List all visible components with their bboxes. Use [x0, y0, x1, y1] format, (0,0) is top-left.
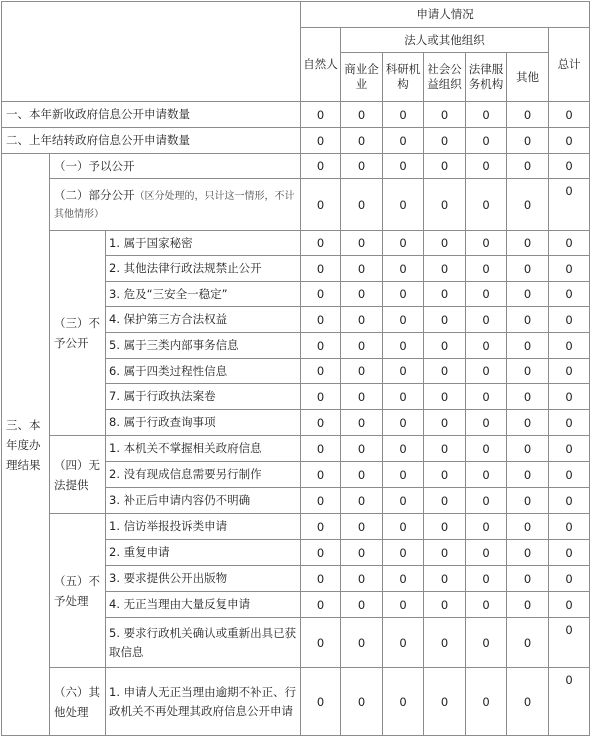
value-cell: 0 — [466, 256, 507, 282]
value-cell: 0 — [301, 282, 341, 307]
value-cell: 0 — [341, 488, 383, 514]
value-cell: 0 — [341, 179, 383, 231]
value-cell: 0 — [466, 179, 507, 231]
value-cell: 0 — [424, 566, 466, 592]
value-cell: 0 — [549, 566, 590, 592]
value-cell: 0 — [383, 592, 424, 618]
value-cell: 0 — [383, 128, 424, 154]
value-cell: 0 — [383, 179, 424, 231]
value-cell: 0 — [341, 410, 383, 436]
value-cell: 0 — [301, 462, 341, 488]
partial-disclose-label — [50, 179, 301, 231]
value-cell: 0 — [424, 128, 466, 154]
value-cell: 0 — [341, 128, 383, 154]
table-row — [2, 436, 590, 462]
value-cell: 0 — [383, 540, 424, 566]
table-row — [2, 102, 590, 128]
applicant-situation-header: 申请人情况 — [301, 2, 590, 28]
value-cell: 0 — [466, 592, 507, 618]
value-cell: 0 — [424, 540, 466, 566]
social-welfare-header: 社会公益组织 — [424, 53, 466, 102]
row-label: 1. 申请人无正当理由逾期不补正、行政机关不再处理其政府信息公开申请 — [106, 668, 301, 736]
value-cell: 0 — [301, 514, 341, 540]
value-cell: 0 — [341, 618, 383, 668]
value-cell: 0 — [507, 436, 549, 462]
row-label: 8. 属于行政查询事项 — [106, 410, 301, 436]
row-label: 1. 信访举报投诉类申请 — [106, 514, 301, 540]
value-cell: 0 — [424, 333, 466, 359]
value-cell: 0 — [466, 540, 507, 566]
value-cell: 0 — [424, 514, 466, 540]
value-cell: 0 — [301, 102, 341, 128]
row-label: 5. 要求行政机关确认或重新出具已获取信息 — [106, 618, 301, 668]
value-cell: 0 — [383, 154, 424, 179]
value-cell: 0 — [507, 384, 549, 410]
value-cell: 0 — [341, 462, 383, 488]
value-cell: 0 — [549, 333, 590, 359]
value-cell: 0 — [301, 668, 341, 736]
value-cell: 0 — [466, 668, 507, 736]
value-cell: 0 — [301, 410, 341, 436]
value-cell: 0 — [466, 462, 507, 488]
row-label: 2. 没有现成信息需要另行制作 — [106, 462, 301, 488]
value-cell: 0 — [424, 592, 466, 618]
value-cell: 0 — [507, 566, 549, 592]
value-cell: 0 — [549, 179, 590, 231]
not-disclose-category: （三）不予公开 — [50, 231, 106, 436]
carried-over-label: 二、上年结转政府信息公开申请数量 — [2, 128, 301, 154]
value-cell: 0 — [466, 282, 507, 307]
value-cell: 0 — [507, 179, 549, 231]
value-cell: 0 — [507, 592, 549, 618]
value-cell: 0 — [507, 231, 549, 256]
value-cell: 0 — [466, 102, 507, 128]
value-cell: 0 — [466, 410, 507, 436]
research-institution-header: 科研机构 — [383, 53, 424, 102]
value-cell: 0 — [549, 102, 590, 128]
value-cell: 0 — [341, 282, 383, 307]
value-cell: 0 — [466, 384, 507, 410]
value-cell: 0 — [507, 256, 549, 282]
value-cell: 0 — [383, 436, 424, 462]
value-cell: 0 — [466, 333, 507, 359]
value-cell: 0 — [383, 307, 424, 333]
cannot-provide-category: （四）无法提供 — [50, 436, 106, 514]
table-row — [2, 179, 590, 231]
partial-disclose-title: （二）部分公开 — [54, 187, 135, 202]
row-label: 4. 无正当理由大量反复申请 — [106, 592, 301, 618]
value-cell: 0 — [507, 307, 549, 333]
natural-person-header: 自然人 — [301, 28, 341, 102]
table-row — [2, 514, 590, 540]
value-cell: 0 — [549, 410, 590, 436]
value-cell: 0 — [466, 128, 507, 154]
value-cell: 0 — [549, 256, 590, 282]
value-cell: 0 — [341, 668, 383, 736]
value-cell: 0 — [383, 231, 424, 256]
other-header: 其他 — [507, 53, 549, 102]
value-cell: 0 — [341, 102, 383, 128]
value-cell: 0 — [383, 514, 424, 540]
value-cell: 0 — [466, 154, 507, 179]
table-row — [2, 128, 590, 154]
value-cell: 0 — [383, 566, 424, 592]
value-cell: 0 — [341, 592, 383, 618]
value-cell: 0 — [549, 488, 590, 514]
value-cell: 0 — [466, 359, 507, 384]
value-cell: 0 — [549, 668, 590, 736]
value-cell: 0 — [424, 179, 466, 231]
value-cell: 0 — [549, 618, 590, 668]
value-cell: 0 — [383, 333, 424, 359]
value-cell: 0 — [341, 566, 383, 592]
value-cell: 0 — [424, 307, 466, 333]
value-cell: 0 — [424, 488, 466, 514]
value-cell: 0 — [383, 359, 424, 384]
value-cell: 0 — [301, 231, 341, 256]
value-cell: 0 — [507, 410, 549, 436]
row-label: 5. 属于三类内部事务信息 — [106, 333, 301, 359]
table-row — [2, 231, 590, 256]
corner-cell — [2, 2, 301, 102]
value-cell: 0 — [507, 488, 549, 514]
value-cell: 0 — [466, 566, 507, 592]
value-cell: 0 — [507, 618, 549, 668]
row-label: 3. 补正后申请内容仍不明确 — [106, 488, 301, 514]
value-cell: 0 — [341, 231, 383, 256]
value-cell: 0 — [507, 462, 549, 488]
value-cell: 0 — [507, 359, 549, 384]
value-cell: 0 — [341, 154, 383, 179]
value-cell: 0 — [424, 102, 466, 128]
value-cell: 0 — [424, 282, 466, 307]
row-label: 2. 其他法律行政法规禁止公开 — [106, 256, 301, 282]
disclose-label: （一）予以公开 — [50, 154, 301, 179]
row-label: 1. 属于国家秘密 — [106, 231, 301, 256]
value-cell: 0 — [383, 462, 424, 488]
value-cell: 0 — [424, 154, 466, 179]
value-cell: 0 — [301, 128, 341, 154]
value-cell: 0 — [507, 128, 549, 154]
legal-org-header: 法人或其他组织 — [341, 28, 549, 53]
value-cell: 0 — [341, 256, 383, 282]
row-label: 3. 危及“三安全一稳定” — [106, 282, 301, 307]
value-cell: 0 — [424, 668, 466, 736]
value-cell: 0 — [424, 410, 466, 436]
value-cell: 0 — [301, 256, 341, 282]
value-cell: 0 — [466, 231, 507, 256]
value-cell: 0 — [383, 668, 424, 736]
value-cell: 0 — [301, 384, 341, 410]
value-cell: 0 — [383, 410, 424, 436]
value-cell: 0 — [507, 333, 549, 359]
value-cell: 0 — [341, 540, 383, 566]
value-cell: 0 — [549, 231, 590, 256]
row-label: 2. 重复申请 — [106, 540, 301, 566]
row-label: 1. 本机关不掌握相关政府信息 — [106, 436, 301, 462]
value-cell: 0 — [424, 436, 466, 462]
new-requests-label: 一、本年新收政府信息公开申请数量 — [2, 102, 301, 128]
value-cell: 0 — [507, 282, 549, 307]
value-cell: 0 — [424, 462, 466, 488]
value-cell: 0 — [507, 540, 549, 566]
value-cell: 0 — [341, 436, 383, 462]
value-cell: 0 — [466, 514, 507, 540]
value-cell: 0 — [424, 359, 466, 384]
value-cell: 0 — [424, 231, 466, 256]
government-info-disclosure-table — [1, 1, 590, 736]
value-cell: 0 — [383, 384, 424, 410]
value-cell: 0 — [424, 384, 466, 410]
value-cell: 0 — [301, 488, 341, 514]
value-cell: 0 — [383, 488, 424, 514]
value-cell: 0 — [549, 282, 590, 307]
value-cell: 0 — [341, 359, 383, 384]
value-cell: 0 — [424, 256, 466, 282]
table-row — [2, 668, 590, 736]
value-cell: 0 — [341, 514, 383, 540]
value-cell: 0 — [301, 154, 341, 179]
value-cell: 0 — [301, 307, 341, 333]
value-cell: 0 — [507, 668, 549, 736]
value-cell: 0 — [301, 592, 341, 618]
results-category: 三、本年度办理结果 — [2, 154, 50, 736]
total-header: 总计 — [549, 28, 590, 102]
value-cell: 0 — [301, 333, 341, 359]
row-label: 6. 属于四类过程性信息 — [106, 359, 301, 384]
value-cell: 0 — [549, 359, 590, 384]
value-cell: 0 — [507, 514, 549, 540]
value-cell: 0 — [383, 618, 424, 668]
value-cell: 0 — [301, 179, 341, 231]
legal-service-header: 法律服务机构 — [466, 53, 507, 102]
table-row — [2, 154, 590, 179]
value-cell: 0 — [301, 566, 341, 592]
value-cell: 0 — [549, 462, 590, 488]
value-cell: 0 — [466, 618, 507, 668]
value-cell: 0 — [549, 540, 590, 566]
value-cell: 0 — [301, 540, 341, 566]
value-cell: 0 — [507, 154, 549, 179]
value-cell: 0 — [549, 514, 590, 540]
value-cell: 0 — [466, 436, 507, 462]
value-cell: 0 — [549, 128, 590, 154]
value-cell: 0 — [549, 307, 590, 333]
value-cell: 0 — [341, 307, 383, 333]
value-cell: 0 — [549, 384, 590, 410]
not-handled-category: （五）不予处理 — [50, 514, 106, 668]
other-handling-category: （六）其他处理 — [50, 668, 106, 736]
value-cell: 0 — [341, 384, 383, 410]
value-cell: 0 — [301, 359, 341, 384]
value-cell: 0 — [549, 154, 590, 179]
row-label: 7. 属于行政执法案卷 — [106, 384, 301, 410]
value-cell: 0 — [507, 102, 549, 128]
value-cell: 0 — [383, 282, 424, 307]
value-cell: 0 — [424, 618, 466, 668]
value-cell: 0 — [301, 436, 341, 462]
value-cell: 0 — [549, 592, 590, 618]
partial-disclose-note: （区分处理的，只计这一情形，不计其他情形） — [54, 190, 295, 220]
value-cell: 0 — [466, 307, 507, 333]
value-cell: 0 — [301, 618, 341, 668]
value-cell: 0 — [341, 333, 383, 359]
value-cell: 0 — [383, 102, 424, 128]
value-cell: 0 — [549, 436, 590, 462]
value-cell: 0 — [383, 256, 424, 282]
value-cell: 0 — [466, 488, 507, 514]
commercial-enterprise-header: 商业企业 — [341, 53, 383, 102]
row-label: 3. 要求提供公开出版物 — [106, 566, 301, 592]
row-label: 4. 保护第三方合法权益 — [106, 307, 301, 333]
